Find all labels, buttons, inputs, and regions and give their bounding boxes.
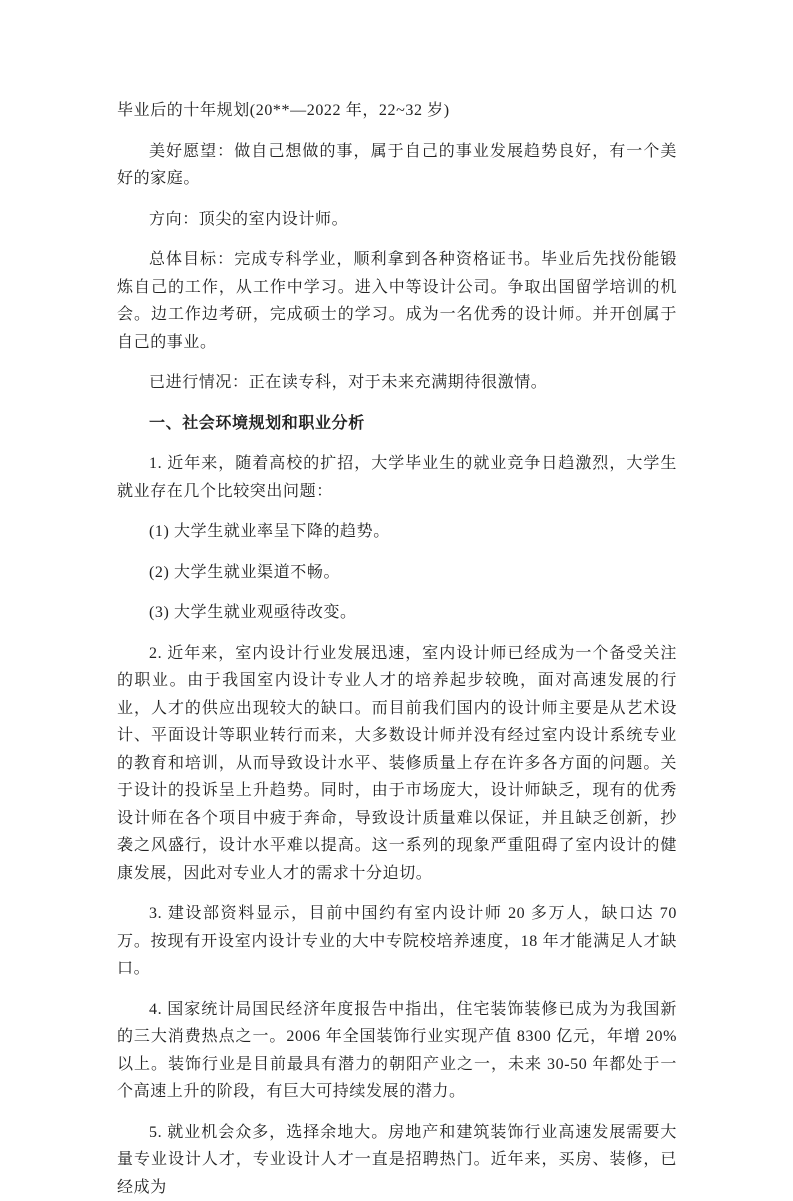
paragraph-current-status: 已进行情况：正在读专科，对于未来充满期待很激情。	[117, 369, 677, 397]
paragraph-wish: 美好愿望：做自己想做的事，属于自己的事业发展趋势良好，有一个美好的家庭。	[117, 138, 677, 193]
section-heading-social-analysis: 一、社会环境规划和职业分析	[117, 410, 677, 438]
paragraph-direction: 方向：顶尖的室内设计师。	[117, 206, 677, 234]
paragraph-point-1: 1. 近年来，随着高校的扩招，大学毕业生的就业竞争日趋激烈，大学生就业存在几个比较突出问题：	[117, 450, 677, 505]
paragraph-point-4: 4. 国家统计局国民经济年度报告中指出，住宅装饰装修已成为为我国新的三大消费热点之一。2006 年全国装饰行业实现产值 8300 亿元，年增 20%以上。装饰行业是目前最具有潜力的朝阳产业之一，未来 30-50 年都处于一个高速上升的阶段，有巨大可持续发展的潜力。	[117, 996, 677, 1106]
list-item-2: (2) 大学生就业渠道不畅。	[117, 559, 677, 587]
document-title: 毕业后的十年规划(20**—2022 年，22~32 岁)	[117, 97, 677, 125]
list-item-3: (3) 大学生就业观亟待改变。	[117, 599, 677, 627]
paragraph-point-3: 3. 建设部资料显示，目前中国约有室内设计师 20 多万人，缺口达 70 万。按现有开设室内设计专业的大中专院校培养速度，18 年才能满足人才缺口。	[117, 900, 677, 983]
paragraph-point-2: 2. 近年来，室内设计行业发展迅速，室内设计师已经成为一个备受关注的职业。由于我国室内设计专业人才的培养起步较晚，面对高速发展的行业，人才的供应出现较大的缺口。而目前我们国内的设计师主要是从艺术设计、平面设计等职业转行而来，大多数设计师并没有经过室内设计系统专业的教育和培训，从而导致设计水平、装修质量上存在许多各方面的问题。关于设计的投诉呈上升趋势。同时，由于市场庞大，设计师缺乏，现有的优秀设计师在各个项目中疲于奔命，导致设计质量难以保证，并且缺乏创新，抄袭之风盛行，设计水平难以提高。这一系列的现象严重阻碍了室内设计的健康发展，因此对专业人才的需求十分迫切。	[117, 640, 677, 888]
list-item-1: (1) 大学生就业率呈下降的趋势。	[117, 518, 677, 546]
document-content	[117, 97, 677, 1201]
paragraph-overall-goal: 总体目标：完成专科学业，顺利拿到各种资格证书。毕业后先找份能锻炼自己的工作，从工作中学习。进入中等设计公司。争取出国留学培训的机会。边工作边考研，完成硕士的学习。成为一名优秀的设计师。并开创属于自己的事业。	[117, 246, 677, 356]
paragraph-point-5: 5. 就业机会众多，选择余地大。房地产和建筑装饰行业高速发展需要大量专业设计人才，专业设计人才一直是招聘热门。近年来，买房、装修，已经成为	[117, 1119, 677, 1201]
